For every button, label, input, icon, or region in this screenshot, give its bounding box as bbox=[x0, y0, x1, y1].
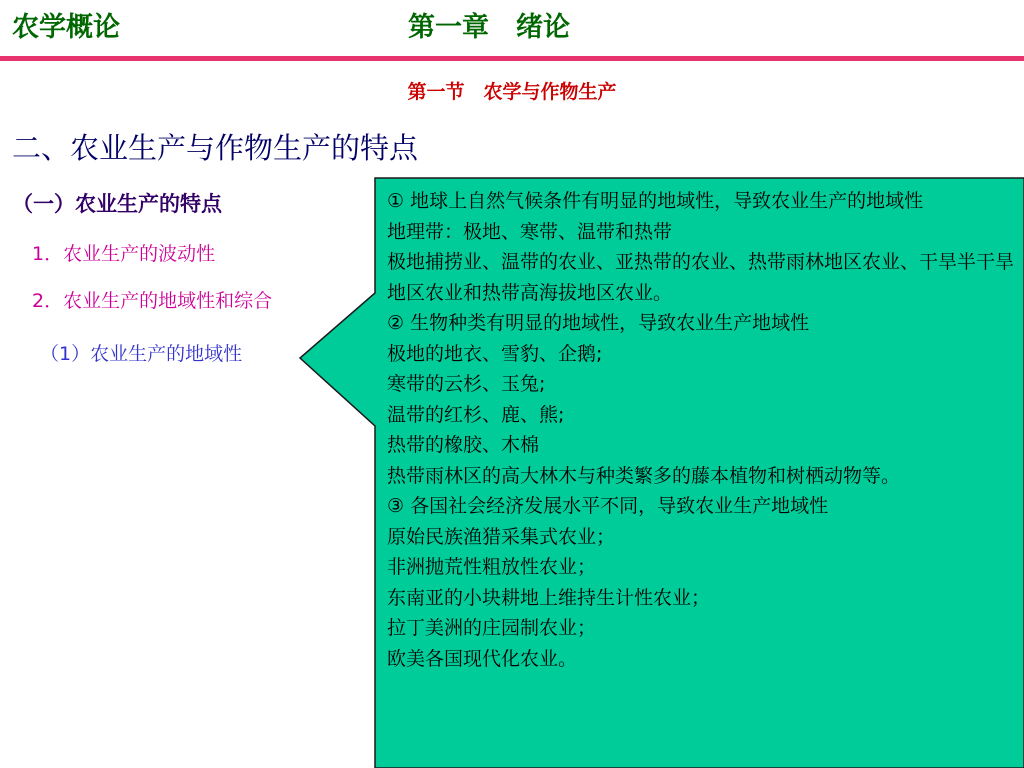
callout-line: 极地捕捞业、温带的农业、亚热带的农业、热带雨林地区农业、干旱半干旱地区农业和热带高海拔地区农业。 bbox=[387, 251, 1015, 304]
course-title: 农学概论 bbox=[12, 12, 120, 43]
callout-line: ① 地球上自然气候条件有明显的地域性，导致农业生产的地域性 bbox=[387, 190, 924, 212]
topic-heading: 二、农业生产与作物生产的特点 bbox=[12, 131, 419, 165]
callout-line: 热带雨林区的高大林木与种类繁多的藤本植物和树栖动物等。 bbox=[387, 464, 901, 487]
callout-line: 拉丁美洲的庄园制农业； bbox=[387, 617, 597, 639]
callout-line: 东南亚的小块耕地上维持生计性农业； bbox=[387, 586, 711, 609]
callout-line: ③ 各国社会经济发展水平不同，导致农业生产地域性 bbox=[387, 495, 829, 517]
sub-heading: （一）农业生产的特点 bbox=[12, 192, 222, 216]
callout-line: 温带的红杉、鹿、熊; bbox=[387, 403, 565, 426]
callout-line: 原始民族渔猎采集式农业； bbox=[387, 525, 616, 548]
subpoint-item: （1）农业生产的地域性 bbox=[40, 343, 243, 365]
callout-line: 地理带：极地、寒带、温带和热带 bbox=[387, 220, 673, 243]
section-title: 第一节 农学与作物生产 bbox=[407, 81, 617, 103]
point-item-1: 1．农业生产的波动性 bbox=[32, 243, 216, 265]
callout-line: 热带的橡胶、木棉 bbox=[387, 434, 540, 456]
point-item-2: 2．农业生产的地域性和综合 bbox=[32, 290, 273, 312]
callout-line: 非洲抛荒性粗放性农业； bbox=[387, 556, 597, 578]
callout-text bbox=[387, 186, 1017, 674]
callout-line: ② 生物种类有明显的地域性，导致农业生产地域性 bbox=[387, 312, 810, 334]
chapter-title: 第一章 绪论 bbox=[408, 12, 570, 43]
callout-line: 欧美各国现代化农业。 bbox=[387, 647, 578, 670]
callout-line: 寒带的云杉、玉兔; bbox=[387, 373, 546, 395]
header-divider bbox=[0, 56, 1024, 61]
callout-line: 极地的地衣、雪豹、企鹅; bbox=[387, 342, 603, 365]
